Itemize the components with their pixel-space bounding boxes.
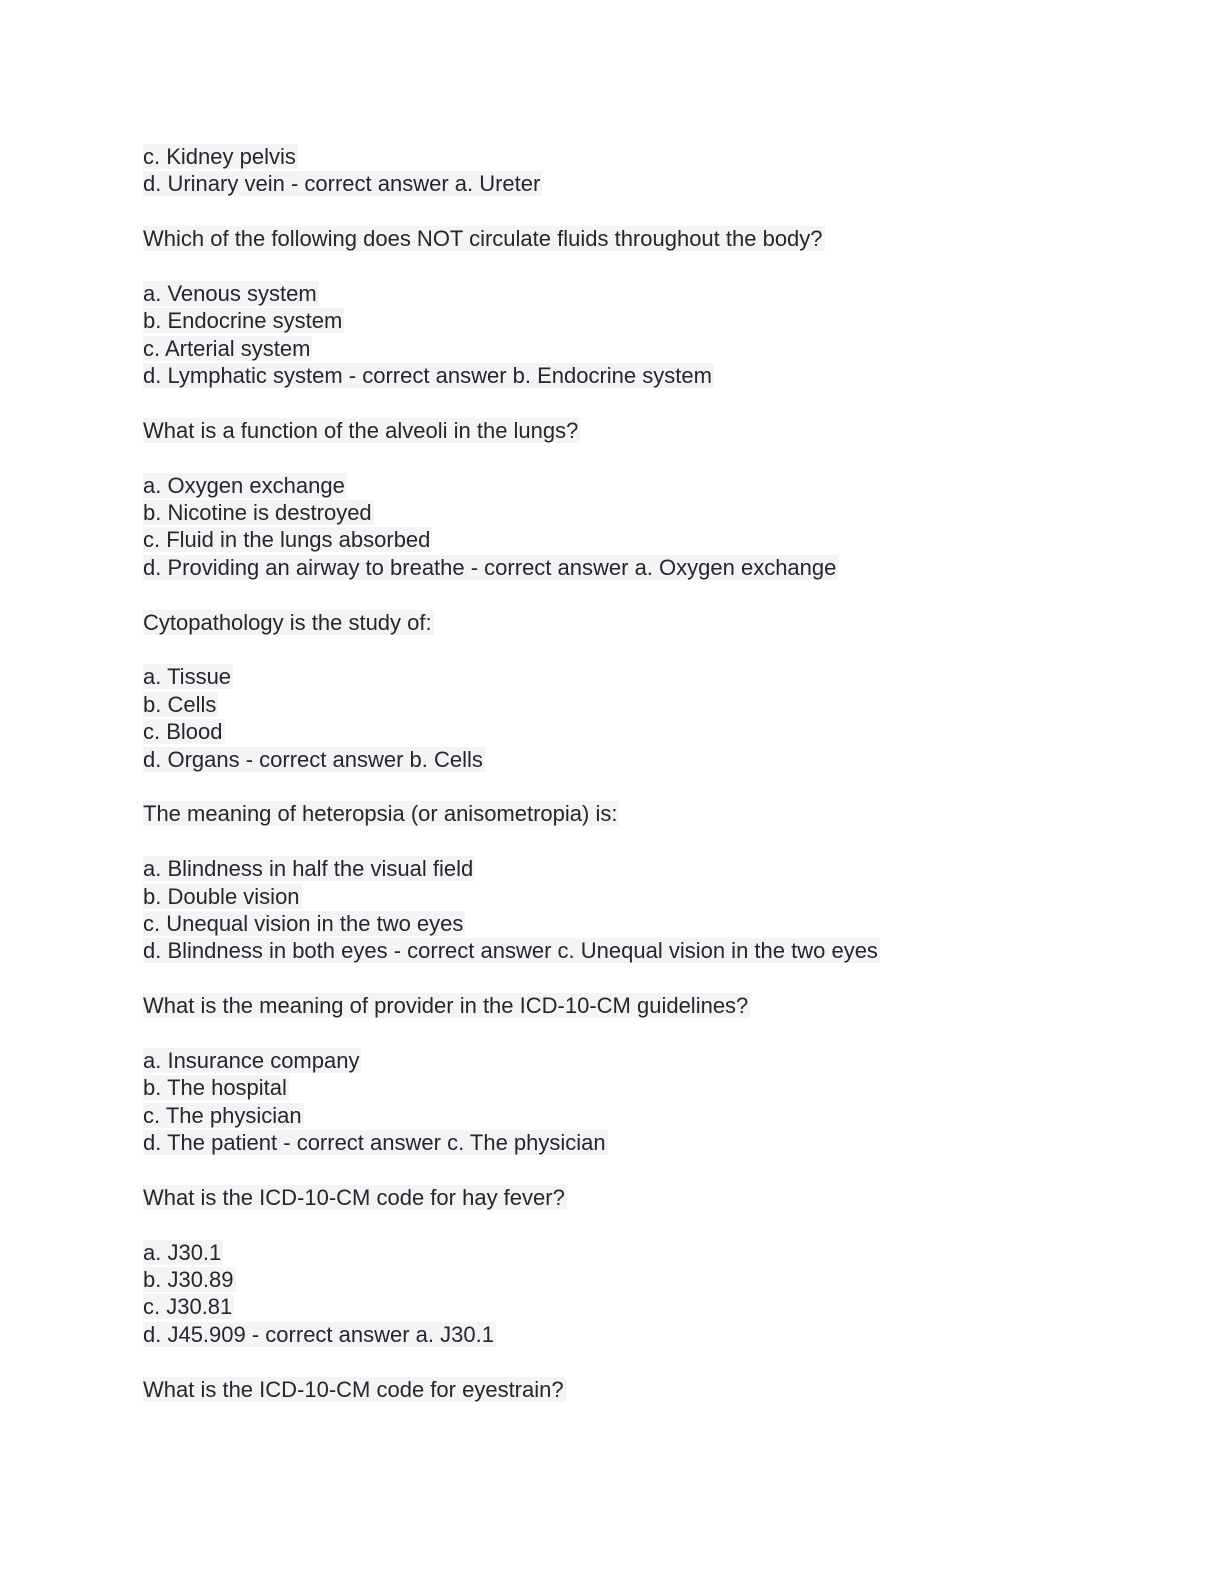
question-block [143, 225, 1143, 389]
option-line: c. Arterial system [143, 335, 311, 361]
question-text: What is the ICD-10-CM code for hay fever? [143, 1184, 565, 1210]
question-block [143, 992, 1143, 1156]
spacer [143, 1156, 1143, 1183]
spacer [143, 390, 1143, 417]
option-line: a. Oxygen exchange [143, 472, 345, 498]
question-text: Cytopathology is the study of: [143, 609, 432, 635]
document-page [143, 143, 1143, 1403]
spacer [143, 1348, 1143, 1375]
option-line: a. Venous system [143, 280, 317, 306]
option-line: c. The physician [143, 1102, 302, 1128]
option-line: b. Nicotine is destroyed [143, 500, 372, 526]
question-block [143, 609, 1143, 773]
option-line: d. The patient - correct answer c. The physician [143, 1130, 606, 1156]
option-line: c. Unequal vision in the two eyes [143, 910, 464, 936]
option-line: a. Blindness in half the visual field [143, 856, 474, 882]
option-line: d. Blindness in both eyes - correct answer c. Unequal vision in the two eyes [143, 938, 878, 964]
question-text: The meaning of heteropsia (or anisometropia) is: [143, 801, 618, 827]
spacer [143, 773, 1143, 800]
spacer [143, 636, 1143, 663]
option-line: d. J45.909 - correct answer a. J30.1 [143, 1321, 494, 1347]
spacer [143, 965, 1143, 992]
option-line: d. Providing an airway to breathe - correct answer a. Oxygen exchange [143, 554, 837, 580]
spacer [143, 581, 1143, 608]
option-line: a. J30.1 [143, 1239, 222, 1265]
option-line: c. Fluid in the lungs absorbed [143, 527, 431, 553]
spacer [143, 198, 1143, 225]
spacer [143, 253, 1143, 280]
option-line: c. J30.81 [143, 1294, 233, 1320]
lead-options [143, 143, 1143, 198]
spacer [143, 828, 1143, 855]
question-block [143, 1376, 1143, 1403]
question-block [143, 1184, 1143, 1348]
option-line: c. Blood [143, 719, 223, 745]
option-line: b. J30.89 [143, 1267, 234, 1293]
question-block [143, 800, 1143, 964]
option-line: b. The hospital [143, 1075, 287, 1101]
option-line: c. Kidney pelvis [143, 144, 296, 169]
option-line: a. Insurance company [143, 1047, 360, 1073]
option-line: d. Urinary vein - correct answer a. Ureter [143, 171, 541, 197]
option-line: d. Organs - correct answer b. Cells [143, 746, 483, 772]
question-text: What is a function of the alveoli in the lungs? [143, 417, 579, 443]
question-block [143, 417, 1143, 581]
question-text: What is the ICD-10-CM code for eyestrain? [143, 1376, 564, 1402]
question-text: What is the meaning of provider in the ICD-10-CM guidelines? [143, 993, 749, 1019]
option-line: a. Tissue [143, 664, 232, 690]
option-line: b. Endocrine system [143, 308, 343, 334]
option-line: b. Double vision [143, 883, 300, 909]
question-text: Which of the following does NOT circulate fluids throughout the body? [143, 226, 823, 252]
spacer [143, 1211, 1143, 1238]
spacer [143, 1020, 1143, 1047]
option-line: b. Cells [143, 691, 217, 717]
option-line: d. Lymphatic system - correct answer b. Endocrine system [143, 363, 712, 389]
spacer [143, 444, 1143, 471]
